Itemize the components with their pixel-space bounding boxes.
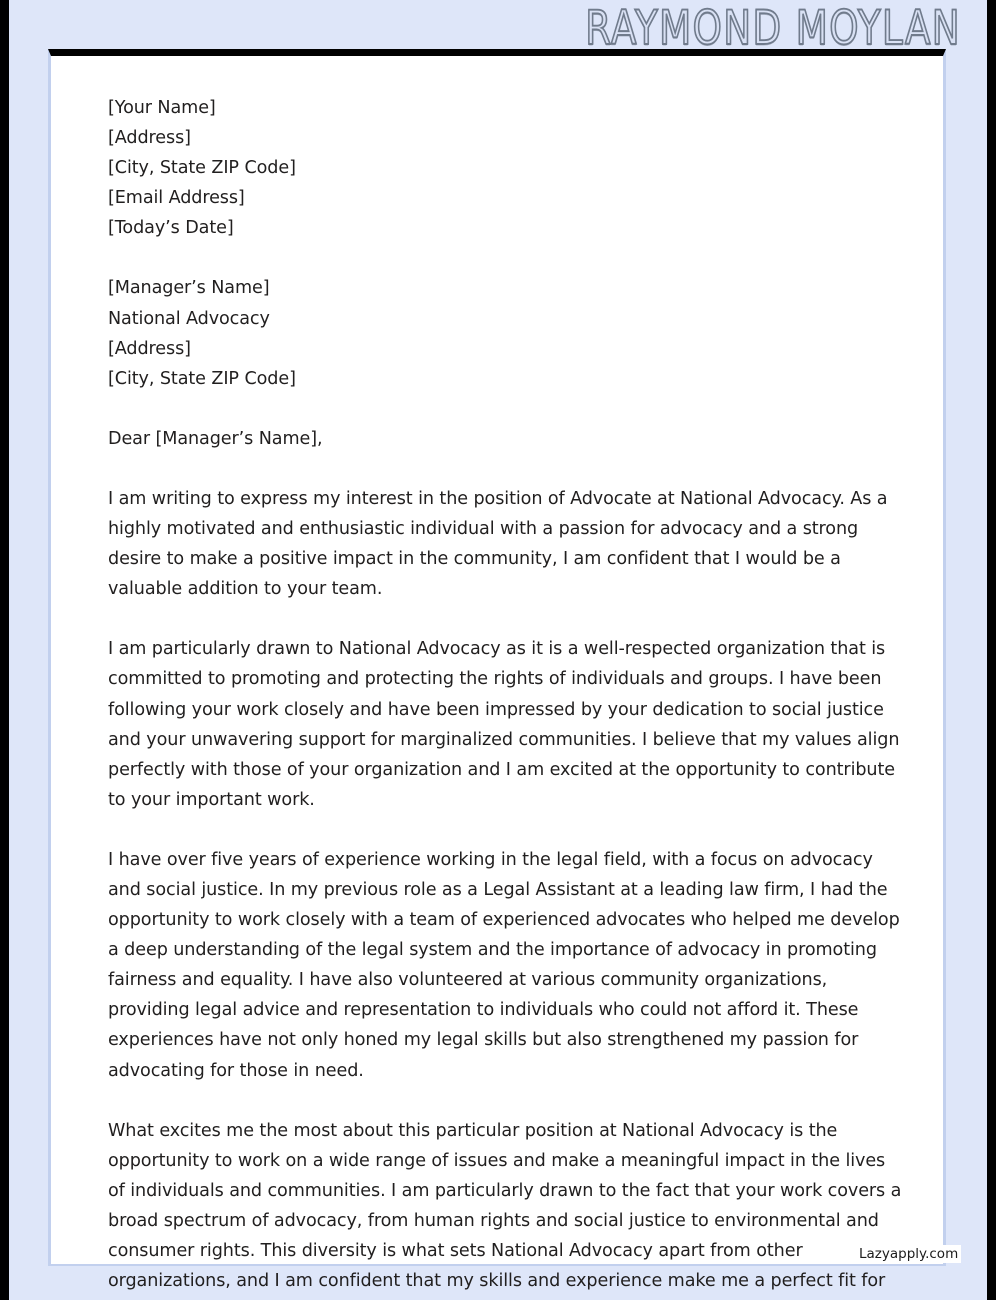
recipient-line: [Manager’s Name]	[108, 278, 270, 299]
letter-body	[108, 93, 905, 1296]
recipient-line: National Advocacy	[108, 308, 270, 329]
spacer	[108, 604, 905, 634]
spacer	[108, 243, 905, 273]
sender-line: [Your Name]	[108, 98, 216, 118]
sender-line: [City, State ZIP Code]	[108, 158, 296, 179]
spacer	[108, 454, 905, 484]
letter-paragraph: I am writing to express my interest in the position of Advocate at National Advocacy. As a highly motivated and enthusiastic individual with a passion for advocacy and a strong desire to make a positive impact in the community, I am confident that I would be a valuable addition to your team.	[108, 488, 888, 600]
sender-address-block	[108, 93, 905, 243]
letter-paragraph: I have over five years of experience working in the legal field, with a focus on advocacy and social justice. In my previous role as a Legal Assistant at a leading law firm, I had the opportunity to work closely with a team of experienced advocates who helped me develop a deep understanding of the legal system and the importance of advocacy in promoting fairness and equality. I have also volunteered at various community organizations, providing legal advice and representation to individuals who could not afford it. These experiences have not only honed my legal skills but also strengthened my passion for advocating for those in need.	[108, 849, 900, 1081]
spacer	[108, 394, 905, 424]
letter-paragraph: I am particularly drawn to National Advocacy as it is a well-respected organization that is committed to promoting and protecting the rights of individuals and groups. I have been following your work closely and have been impressed by your dedication to social justice and your unwavering support for marginalized communities. I believe that my values align perfectly with those of your organization and I am excited at the opportunity to contribute to your important work.	[108, 639, 900, 810]
recipient-line: [Address]	[108, 338, 191, 359]
letterhead-banner	[9, 0, 987, 56]
salutation: Dear [Manager’s Name],	[108, 428, 323, 449]
spacer	[108, 815, 905, 845]
spacer	[108, 1086, 905, 1116]
letter-paragraph: What excites me the most about this particular position at National Advocacy is the opportunity to work on a wide range of issues and make a meaningful impact in the lives of individuals and communities. I am particularly drawn to the fact that your work covers a broad spectrum of advocacy, from human rights and social justice to environmental and consumer rights. This diversity is what sets National Advocacy apart from other organizations, and I am confident that my skills and experience make me a perfect fit for	[108, 1120, 902, 1292]
sender-line: [Address]	[108, 128, 191, 149]
recipient-address-block	[108, 273, 905, 393]
lazyapply-watermark: Lazyapply.com	[857, 1245, 961, 1263]
recipient-line: [City, State ZIP Code]	[108, 368, 296, 389]
sender-line: [Today’s Date]	[108, 218, 234, 239]
sender-line: [Email Address]	[108, 188, 245, 209]
applicant-name-heading: RAYMOND MOYLAN	[585, 1, 961, 56]
